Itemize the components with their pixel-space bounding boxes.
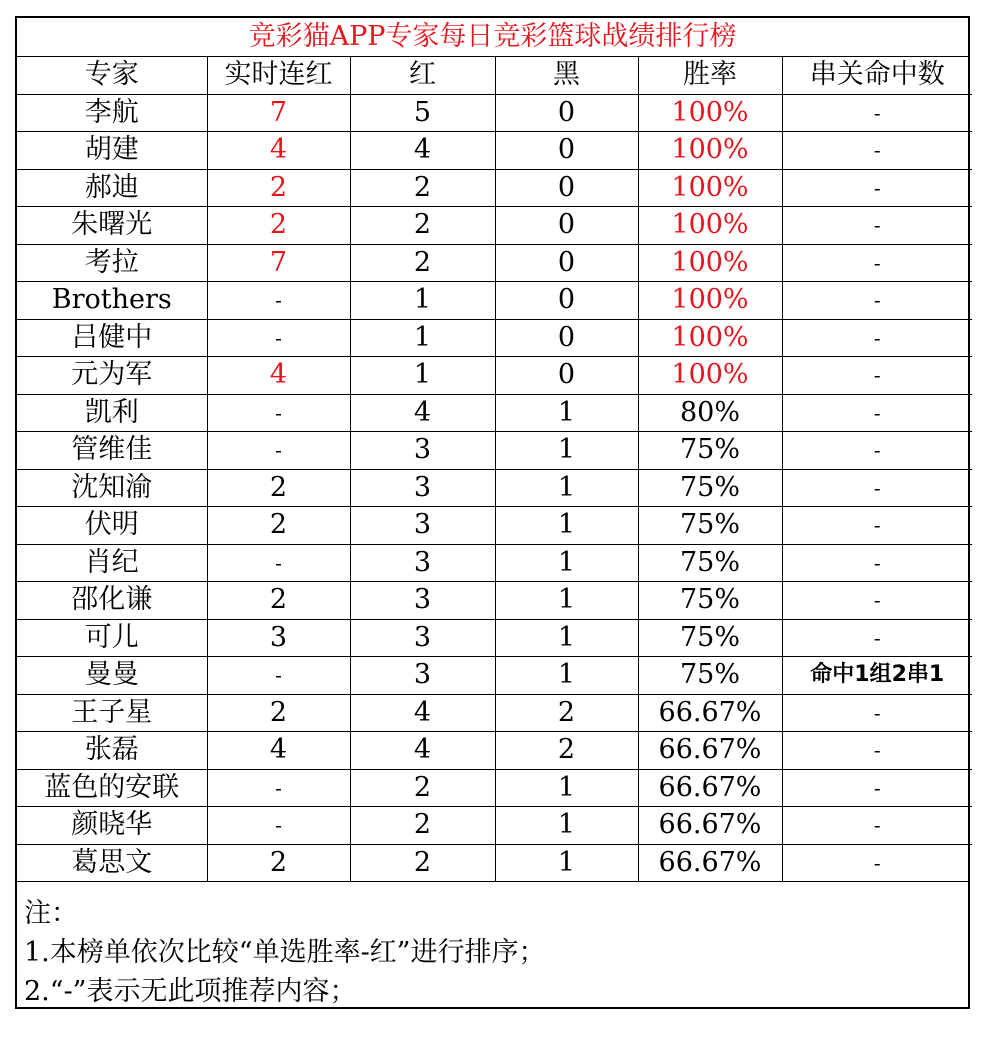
combo-hits-cell: - — [782, 244, 972, 282]
black-count-cell: 1 — [495, 582, 638, 620]
black-count-cell: 0 — [495, 169, 638, 207]
expert-name-cell: 吕健中 — [17, 319, 207, 357]
red-count-cell: 4 — [350, 394, 495, 432]
combo-hits-cell: - — [782, 694, 972, 732]
combo-hits-cell: - — [782, 394, 972, 432]
expert-name-cell: 肖纪 — [17, 544, 207, 582]
combo-hits-cell: - — [782, 169, 972, 207]
combo-hits-cell: - — [782, 544, 972, 582]
table-row — [17, 357, 972, 395]
expert-name-cell: 邵化谦 — [17, 582, 207, 620]
header-win-rate: 胜率 — [638, 57, 782, 94]
black-count-cell: 2 — [495, 694, 638, 732]
expert-name-cell: 郝迪 — [17, 169, 207, 207]
header-expert: 专家 — [17, 57, 207, 94]
ranking-sheet — [15, 16, 970, 1009]
expert-name-cell: 沈知渝 — [17, 469, 207, 507]
red-count-cell: 2 — [350, 769, 495, 807]
black-count-cell: 0 — [495, 357, 638, 395]
red-count-cell: 3 — [350, 582, 495, 620]
win-rate-cell: 75% — [638, 619, 782, 657]
combo-hits-cell: - — [782, 319, 972, 357]
streak-cell: - — [207, 769, 350, 807]
streak-cell: 2 — [207, 207, 350, 245]
red-count-cell: 3 — [350, 469, 495, 507]
win-rate-cell: 66.67% — [638, 769, 782, 807]
red-count-cell: 3 — [350, 619, 495, 657]
streak-cell: - — [207, 282, 350, 320]
black-count-cell: 0 — [495, 132, 638, 170]
combo-hits-cell: - — [782, 469, 972, 507]
streak-cell: - — [207, 394, 350, 432]
black-count-cell: 1 — [495, 619, 638, 657]
win-rate-cell: 66.67% — [638, 807, 782, 845]
table-row — [17, 469, 972, 507]
red-count-cell: 4 — [350, 694, 495, 732]
red-count-cell: 3 — [350, 544, 495, 582]
table-row — [17, 132, 972, 170]
combo-hits-cell: - — [782, 507, 972, 545]
table-row — [17, 244, 972, 282]
win-rate-cell: 100% — [638, 357, 782, 395]
streak-cell: 7 — [207, 244, 350, 282]
expert-name-cell: Brothers — [17, 282, 207, 320]
black-count-cell: 1 — [495, 807, 638, 845]
win-rate-cell: 100% — [638, 319, 782, 357]
streak-cell: 4 — [207, 357, 350, 395]
black-count-cell: 1 — [495, 544, 638, 582]
table-row — [17, 94, 972, 132]
combo-hits-cell: - — [782, 357, 972, 395]
table-row — [17, 207, 972, 245]
header-streak: 实时连红 — [207, 57, 350, 94]
table-row — [17, 657, 972, 695]
combo-hits-cell: 命中1组2串1 — [782, 657, 972, 695]
combo-hits-cell: - — [782, 582, 972, 620]
black-count-cell: 0 — [495, 94, 638, 132]
ranking-table — [17, 57, 972, 881]
table-row — [17, 319, 972, 357]
expert-name-cell: 伏明 — [17, 507, 207, 545]
black-count-cell: 1 — [495, 469, 638, 507]
table-row — [17, 282, 972, 320]
header-red: 红 — [350, 57, 495, 94]
expert-name-cell: 考拉 — [17, 244, 207, 282]
table-row — [17, 694, 972, 732]
red-count-cell: 4 — [350, 732, 495, 770]
win-rate-cell: 75% — [638, 469, 782, 507]
notes-heading: 注： — [24, 898, 78, 929]
combo-hits-cell: - — [782, 807, 972, 845]
win-rate-cell: 100% — [638, 94, 782, 132]
red-count-cell: 4 — [350, 132, 495, 170]
red-count-cell: 1 — [350, 319, 495, 357]
expert-name-cell: 颜晓华 — [17, 807, 207, 845]
red-count-cell: 2 — [350, 207, 495, 245]
win-rate-cell: 80% — [638, 394, 782, 432]
expert-name-cell: 可儿 — [17, 619, 207, 657]
table-row — [17, 769, 972, 807]
black-count-cell: 1 — [495, 507, 638, 545]
combo-hits-cell: - — [782, 132, 972, 170]
win-rate-cell: 75% — [638, 507, 782, 545]
table-row — [17, 169, 972, 207]
streak-cell: - — [207, 432, 350, 470]
expert-name-cell: 管维佳 — [17, 432, 207, 470]
black-count-cell: 1 — [495, 769, 638, 807]
expert-name-cell: 元为军 — [17, 357, 207, 395]
red-count-cell: 3 — [350, 507, 495, 545]
red-count-cell: 1 — [350, 357, 495, 395]
note-line-1: 1.本榜单依次比较“单选胜率-红”进行排序； — [24, 937, 546, 968]
expert-name-cell: 葛思文 — [17, 844, 207, 881]
table-row — [17, 807, 972, 845]
streak-cell: - — [207, 807, 350, 845]
black-count-cell: 0 — [495, 282, 638, 320]
red-count-cell: 2 — [350, 844, 495, 881]
table-row — [17, 432, 972, 470]
black-count-cell: 1 — [495, 394, 638, 432]
combo-hits-cell: - — [782, 432, 972, 470]
streak-cell: 4 — [207, 732, 350, 770]
red-count-cell: 2 — [350, 244, 495, 282]
black-count-cell: 0 — [495, 319, 638, 357]
combo-hits-cell: - — [782, 619, 972, 657]
note-line-2: 2.“-”表示无此项推荐内容； — [24, 976, 357, 1007]
expert-name-cell: 朱曙光 — [17, 207, 207, 245]
win-rate-cell: 66.67% — [638, 732, 782, 770]
win-rate-cell: 100% — [638, 207, 782, 245]
expert-name-cell: 张磊 — [17, 732, 207, 770]
streak-cell: 2 — [207, 582, 350, 620]
streak-cell: 2 — [207, 469, 350, 507]
expert-name-cell: 蓝色的安联 — [17, 769, 207, 807]
header-black: 黑 — [495, 57, 638, 94]
streak-cell: 3 — [207, 619, 350, 657]
red-count-cell: 2 — [350, 807, 495, 845]
header-combo-hits: 串关命中数 — [782, 57, 972, 94]
table-row — [17, 507, 972, 545]
win-rate-cell: 66.67% — [638, 694, 782, 732]
expert-name-cell: 李航 — [17, 94, 207, 132]
red-count-cell: 5 — [350, 94, 495, 132]
black-count-cell: 2 — [495, 732, 638, 770]
streak-cell: 7 — [207, 94, 350, 132]
table-row — [17, 732, 972, 770]
ranking-rows — [17, 94, 972, 881]
streak-cell: 2 — [207, 507, 350, 545]
header-row — [17, 57, 972, 94]
win-rate-cell: 75% — [638, 432, 782, 470]
streak-cell: 2 — [207, 169, 350, 207]
sheet-title: 竞彩猫APP专家每日竞彩篮球战绩排行榜 — [17, 18, 968, 57]
win-rate-cell: 75% — [638, 657, 782, 695]
black-count-cell: 0 — [495, 207, 638, 245]
streak-cell: 4 — [207, 132, 350, 170]
combo-hits-cell: - — [782, 769, 972, 807]
table-row — [17, 582, 972, 620]
combo-hits-cell: - — [782, 732, 972, 770]
notes-section — [17, 881, 968, 1007]
win-rate-cell: 100% — [638, 244, 782, 282]
combo-hits-cell: - — [782, 207, 972, 245]
expert-name-cell: 王子星 — [17, 694, 207, 732]
black-count-cell: 1 — [495, 657, 638, 695]
expert-name-cell: 凯利 — [17, 394, 207, 432]
combo-hits-cell: - — [782, 282, 972, 320]
win-rate-cell: 75% — [638, 582, 782, 620]
table-row — [17, 844, 972, 881]
red-count-cell: 2 — [350, 169, 495, 207]
table-row — [17, 544, 972, 582]
streak-cell: - — [207, 544, 350, 582]
win-rate-cell: 66.67% — [638, 844, 782, 881]
win-rate-cell: 100% — [638, 132, 782, 170]
red-count-cell: 3 — [350, 657, 495, 695]
streak-cell: - — [207, 657, 350, 695]
black-count-cell: 1 — [495, 432, 638, 470]
streak-cell: - — [207, 319, 350, 357]
expert-name-cell: 胡建 — [17, 132, 207, 170]
win-rate-cell: 75% — [638, 544, 782, 582]
combo-hits-cell: - — [782, 844, 972, 881]
red-count-cell: 3 — [350, 432, 495, 470]
black-count-cell: 0 — [495, 244, 638, 282]
table-row — [17, 619, 972, 657]
red-count-cell: 1 — [350, 282, 495, 320]
expert-name-cell: 曼曼 — [17, 657, 207, 695]
table-row — [17, 394, 972, 432]
win-rate-cell: 100% — [638, 169, 782, 207]
combo-hits-cell: - — [782, 94, 972, 132]
win-rate-cell: 100% — [638, 282, 782, 320]
streak-cell: 2 — [207, 844, 350, 881]
streak-cell: 2 — [207, 694, 350, 732]
black-count-cell: 1 — [495, 844, 638, 881]
